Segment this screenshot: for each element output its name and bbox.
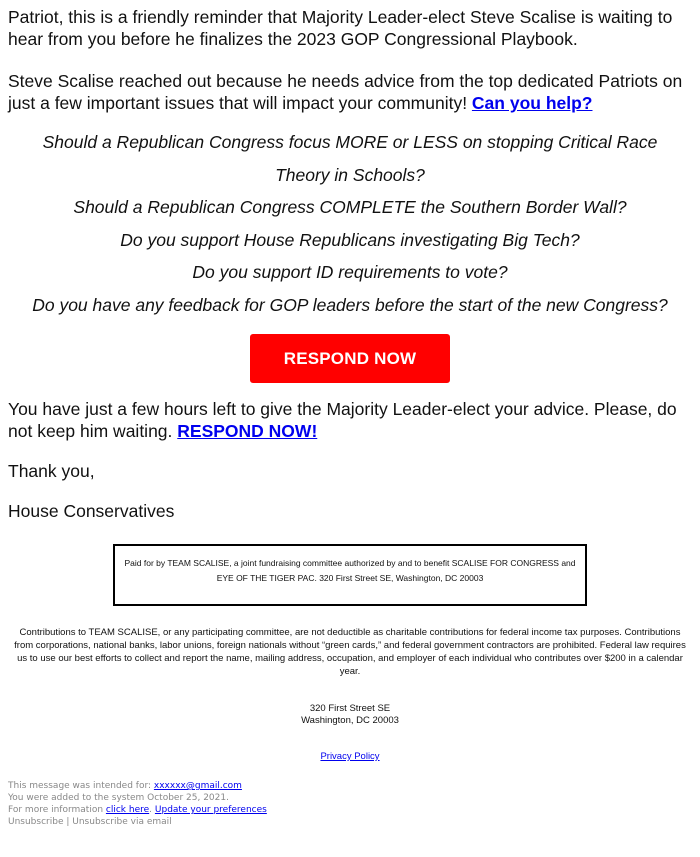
more-info-line <box>8 804 692 816</box>
urgency-text: You have just a few hours left to give the Majority Leader-elect your advice. Please, do not keep him waiting. <box>8 399 677 441</box>
question-item: Should a Republican Congress focus MORE or LESS on stopping Critical Race Theory in Schools? <box>42 132 658 185</box>
mailing-address <box>8 703 692 727</box>
unsubscribe-email-link[interactable]: Unsubscribe via email <box>72 817 172 827</box>
separator-dot: . <box>149 805 155 815</box>
respond-now-button[interactable]: RESPOND NOW <box>250 334 450 383</box>
privacy-policy-link[interactable]: Privacy Policy <box>320 751 380 762</box>
intro-paragraph: Patriot, this is a friendly reminder that Majority Leader-elect Steve Scalise is waiting to hear from you before he finalizes the 2023 GOP Congressional Playbook. <box>8 7 673 49</box>
recipient-email-link[interactable]: xxxxxx@gmail.com <box>153 781 242 791</box>
contribution-disclaimer: Contributions to TEAM SCALISE, or any participating committee, are not deductible as charitable contributions for federal income tax purposes. Contributions from corporations, national banks, labor unions, foreign nationals without “green cards,” and federal government contractors are prohibited. Federal law requires us to use our best efforts to collect and report the name, mailing address, occupation, and employer of each individual who contributes over $200 in a calendar year. <box>14 627 686 677</box>
question-item: Do you support House Republicans investigating Big Tech? <box>120 229 580 250</box>
ask-paragraph <box>8 70 692 114</box>
more-info-label: For more information <box>8 805 106 815</box>
question-item: Do you have any feedback for GOP leaders before the start of the new Congress? <box>32 294 668 315</box>
cta-container <box>8 334 692 383</box>
privacy-row <box>8 751 692 762</box>
question-item: Do you support ID requirements to vote? <box>192 262 508 282</box>
survey-questions <box>8 126 692 321</box>
signature: House Conservatives <box>8 501 175 521</box>
added-date-line: You were added to the system October 25, 2021. <box>8 793 229 803</box>
intended-for-line <box>8 780 692 792</box>
unsubscribe-link[interactable]: Unsubscribe <box>8 817 64 827</box>
can-you-help-link[interactable]: Can you help? <box>471 93 593 113</box>
unsubscribe-separator: | <box>63 817 73 827</box>
click-here-link[interactable]: click here <box>105 805 150 815</box>
ask-text: Steve Scalise reached out because he needs advice from the top dedicated Patriots on just a few important issues that will impact your community! <box>8 71 683 113</box>
address-line-1: 320 First Street SE <box>309 703 391 714</box>
urgency-paragraph <box>8 398 692 442</box>
email-footer <box>8 780 692 828</box>
unsubscribe-line <box>8 816 692 828</box>
closing-thanks: Thank you, <box>8 461 95 481</box>
question-item: Should a Republican Congress COMPLETE the Southern Border Wall? <box>73 197 627 217</box>
respond-now-link[interactable]: RESPOND NOW! <box>177 421 318 441</box>
update-preferences-link[interactable]: Update your preferences <box>154 805 267 815</box>
paid-for-box: Paid for by TEAM SCALISE, a joint fundraising committee authorized by and to benefit SCALISE FOR CONGRESS and EYE OF THE TIGER PAC. 320 First Street SE, Washington, DC 20003 <box>113 544 587 606</box>
address-line-2: Washington, DC 20003 <box>301 715 399 726</box>
intended-for-label: This message was intended for: <box>8 781 154 791</box>
